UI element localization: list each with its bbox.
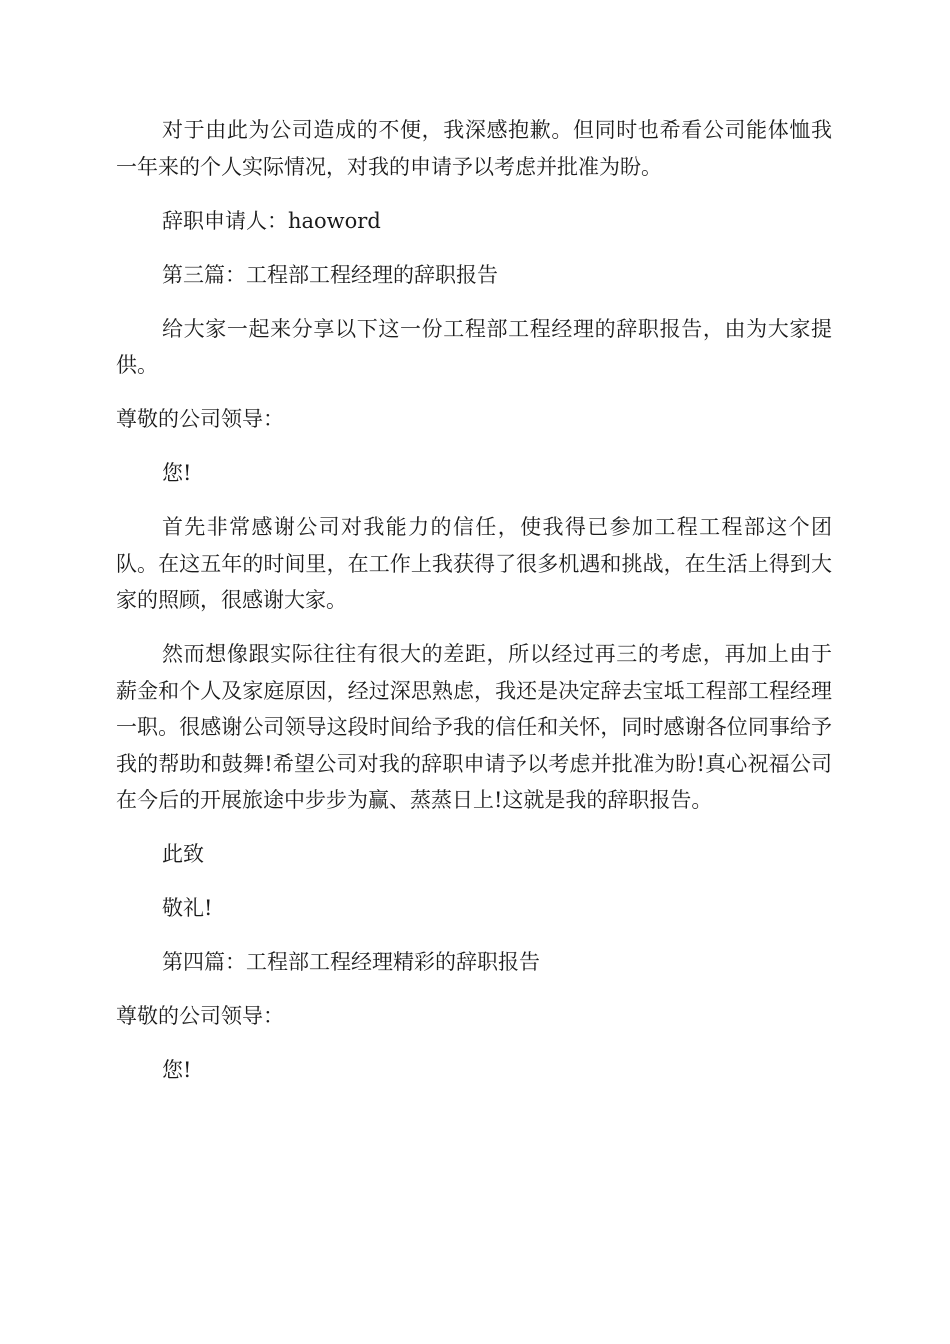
greeting-2: 您! <box>162 1058 192 1082</box>
salutation: 尊敬的公司领导： <box>116 407 284 431</box>
paragraph-intro: 给大家一起来分享以下这一份工程部工程经理的辞职报告，由为大家提供。 <box>116 316 832 377</box>
greeting: 您! <box>162 461 192 485</box>
paragraph-applicant-signature: 辞职申请人：haoword <box>162 208 381 233</box>
section-heading-part-four: 第四篇：工程部工程经理精彩的辞职报告 <box>162 950 540 974</box>
closing-cizhi: 此致 <box>162 842 204 866</box>
salutation-2: 尊敬的公司领导： <box>116 1004 284 1028</box>
document-body <box>116 112 832 1106</box>
closing-jingli: 敬礼! <box>162 896 213 920</box>
paragraph-thanks: 首先非常感谢公司对我能力的信任，使我得已参加工程工程部这个团队。在这五年的时间里，在工作上我获得了很多机遇和挑战，在生活上得到大家的照顾，很感谢大家。 <box>116 515 832 612</box>
section-heading-part-three: 第三篇：工程部工程经理的辞职报告 <box>162 262 498 287</box>
paragraph-resignation-reason: 然而想像跟实际往往有很大的差距，所以经过再三的考虑，再加上由于薪金和个人及家庭原因，经过深思熟虑，我还是决定辞去宝坻工程部工程经理一职。很感谢公司领导这段时间给予我的信任和关怀，同时感谢各位同事给予我的帮助和鼓舞!希望公司对我的辞职申请予以考虑并批准为盼!真心祝福公司在今后的开展旅途中步步为赢、蒸蒸日上!这就是我的辞职报告。 <box>116 642 832 812</box>
paragraph-apology: 对于由此为公司造成的不便，我深感抱歉。但同时也希看公司能体恤我一年来的个人实际情况，对我的申请予以考虑并批准为盼。 <box>116 118 832 179</box>
